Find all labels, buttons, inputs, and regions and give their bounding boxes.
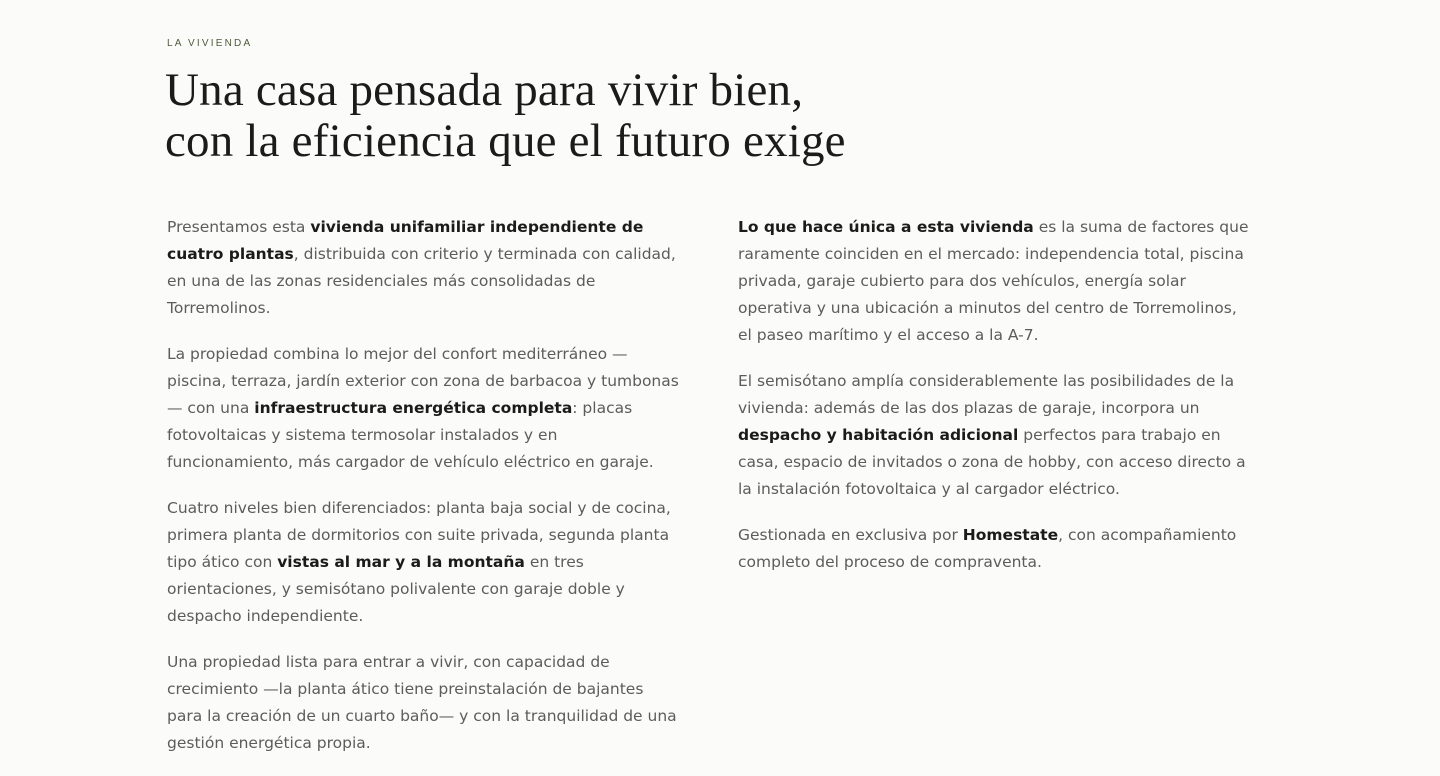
highlight-text: infraestructura energética completa xyxy=(254,399,573,417)
section-title xyxy=(165,65,846,167)
left-paragraph-4 xyxy=(167,649,681,757)
highlight-text: vistas al mar y a la montaña xyxy=(277,553,525,571)
text-segment: Cuatro niveles bien diferenciados: planta baja social y de cocina, primera planta de dormitorios con suite privada, segunda planta tipo ático con xyxy=(167,499,671,571)
section-title-line-1: Una casa pensada para vivir bien, xyxy=(165,64,804,116)
right-paragraph-1 xyxy=(738,214,1254,349)
text-segment: Presentamos esta xyxy=(167,218,311,236)
right-paragraph-2 xyxy=(738,368,1254,503)
text-segment: La propiedad combina lo mejor del confort mediterráneo —piscina, terraza, jardín exterior con zona de barbacoa y tumbonas— con una xyxy=(167,345,679,417)
section-title-line-2: con la eficiencia que el futuro exige xyxy=(165,115,846,167)
left-paragraph-1 xyxy=(167,214,681,322)
text-segment: Una propiedad lista para entrar a vivir, con capacidad de crecimiento —la planta ático tiene preinstalación de bajantes para la creación de un cuarto baño— y con la tranquilidad de una gestión energética propia. xyxy=(167,653,677,752)
right-text-column xyxy=(738,214,1254,595)
text-segment: en tres orientaciones, y semisótano polivalente con garaje doble y despacho independiente. xyxy=(167,553,625,625)
text-segment: , distribuida con criterio y terminada con calidad, en una de las zonas residenciales más consolidadas de Torremolinos. xyxy=(167,245,676,317)
right-paragraph-3 xyxy=(738,522,1254,576)
section-eyebrow: LA VIVIENDA xyxy=(167,38,253,49)
text-segment: perfectos para trabajo en casa, espacio de invitados o zona de hobby, con acceso directo a la instalación fotovoltaica y al cargador eléctrico. xyxy=(738,426,1246,498)
text-segment: Gestionada en exclusiva por xyxy=(738,526,963,544)
text-segment: , con acompañamiento completo del proceso de compraventa. xyxy=(738,526,1237,571)
agency-name: Homestate xyxy=(962,526,1059,544)
text-segment: es la suma de factores que raramente coinciden en el mercado: independencia total, piscina privada, garaje cubierto para dos vehículos, energía solar operativa y una ubicación a minutos del centro de Torremolinos, el paseo marítimo y el acceso a la A-7. xyxy=(738,218,1249,344)
text-segment: : placas fotovoltaicas y sistema termosolar instalados y en funcionamiento, más cargador de vehículo eléctrico en garaje. xyxy=(167,399,654,471)
left-paragraph-3 xyxy=(167,495,681,630)
text-segment: El semisótano amplía considerablemente las posibilidades de la vivienda: además de las dos plazas de garaje, incorpora un xyxy=(738,372,1235,417)
highlight-text: vivienda unifamiliar independiente de cuatro plantas xyxy=(167,218,644,263)
highlight-text: despacho y habitación adicional xyxy=(738,426,1019,444)
left-text-column xyxy=(167,214,681,776)
highlight-text: Lo que hace única a esta vivienda xyxy=(738,218,1034,236)
left-paragraph-2 xyxy=(167,341,681,476)
